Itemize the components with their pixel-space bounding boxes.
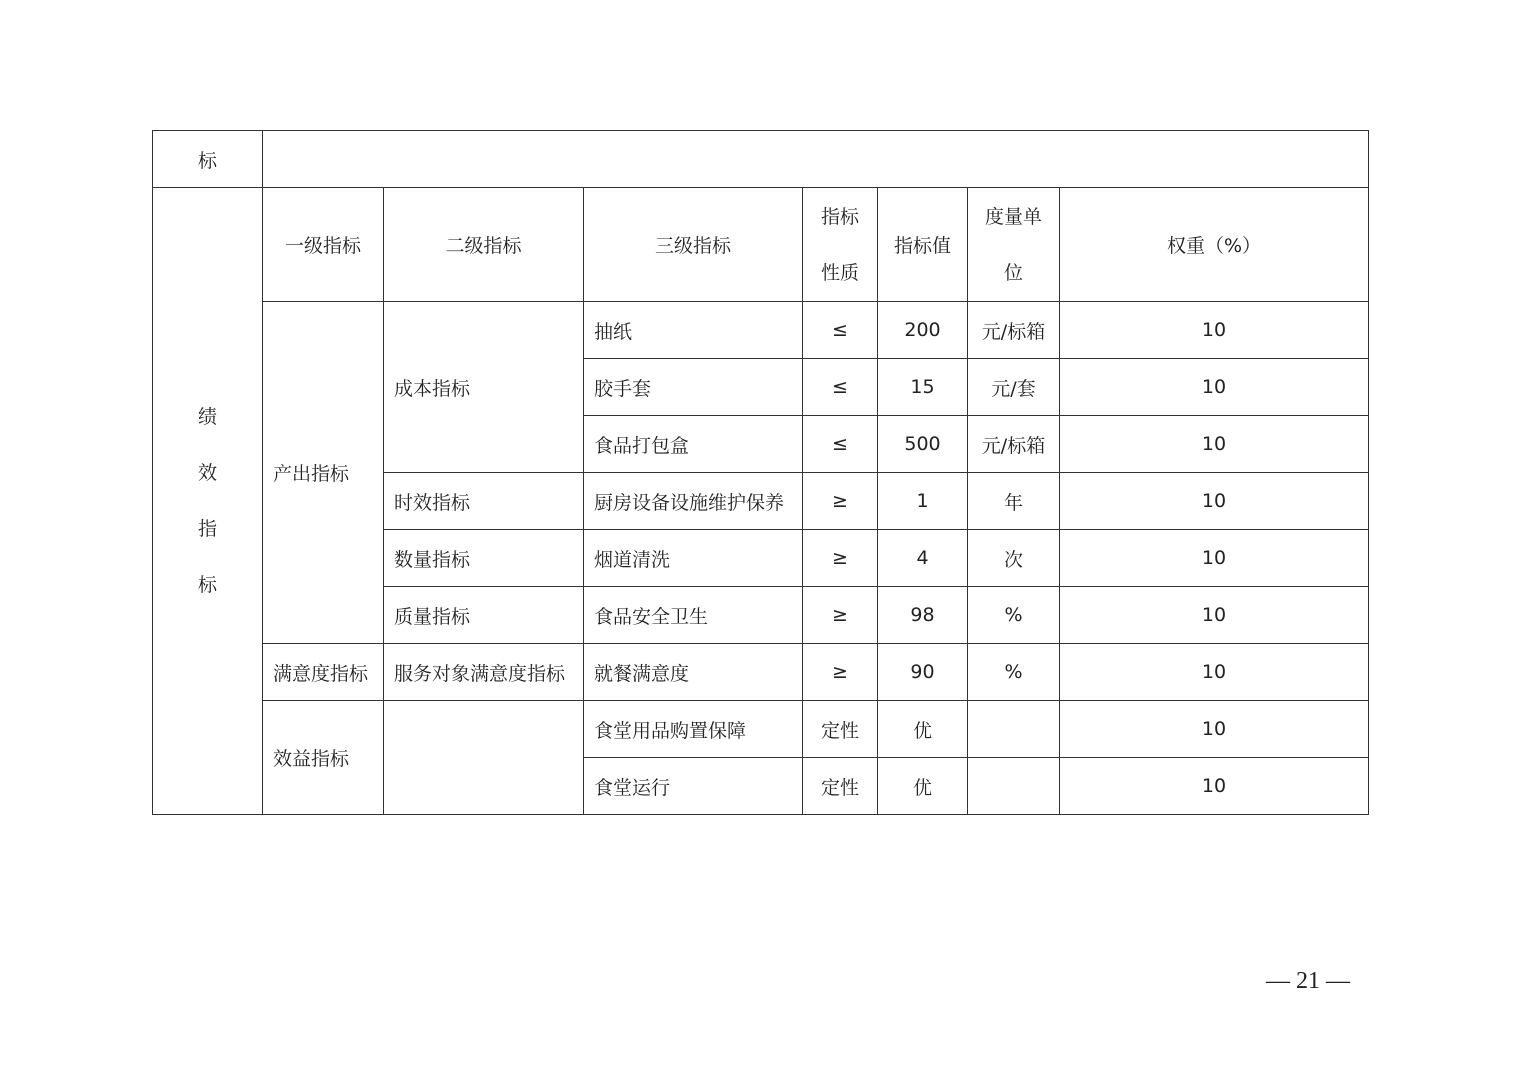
value-cell: 优 — [878, 758, 968, 815]
table-row — [153, 302, 1369, 359]
item-cell: 食堂运行 — [584, 758, 803, 815]
value-cell: 98 — [878, 587, 968, 644]
unit-cell: % — [968, 587, 1060, 644]
page-number: — 21 — — [1266, 968, 1350, 994]
item-cell: 食品打包盒 — [584, 416, 803, 473]
nature-cell: ≥ — [803, 530, 878, 587]
weight-cell: 10 — [1060, 302, 1369, 359]
subgroup-benefit-empty — [384, 701, 584, 815]
header-level3: 三级指标 — [584, 188, 803, 302]
unit-cell: 元/标箱 — [968, 302, 1060, 359]
nature-cell: 定性 — [803, 758, 878, 815]
side-label-char: 效 — [197, 462, 217, 484]
unit-cell: 元/标箱 — [968, 416, 1060, 473]
weight-cell: 10 — [1060, 530, 1369, 587]
header-level1: 一级指标 — [263, 188, 384, 302]
subgroup-timeliness: 时效指标 — [384, 473, 584, 530]
unit-cell: % — [968, 644, 1060, 701]
performance-indicator-table — [152, 130, 1369, 815]
header-unit — [968, 188, 1060, 302]
value-cell: 90 — [878, 644, 968, 701]
value-cell: 500 — [878, 416, 968, 473]
weight-cell: 10 — [1060, 758, 1369, 815]
header-value: 指标值 — [878, 188, 968, 302]
table-row — [153, 131, 1369, 188]
side-label-char: 绩 — [197, 406, 217, 428]
weight-cell: 10 — [1060, 644, 1369, 701]
item-cell: 食堂用品购置保障 — [584, 701, 803, 758]
item-cell: 抽纸 — [584, 302, 803, 359]
weight-cell: 10 — [1060, 473, 1369, 530]
side-label-char: 指 — [197, 518, 217, 540]
item-cell: 就餐满意度 — [584, 644, 803, 701]
item-cell: 食品安全卫生 — [584, 587, 803, 644]
item-cell: 胶手套 — [584, 359, 803, 416]
group-benefit: 效益指标 — [263, 701, 384, 815]
top-row-content — [263, 131, 1369, 188]
nature-cell: ≤ — [803, 359, 878, 416]
unit-cell: 元/套 — [968, 359, 1060, 416]
header-nature-line1: 指标 — [820, 205, 859, 228]
side-label-char: 标 — [197, 574, 217, 596]
unit-cell: 年 — [968, 473, 1060, 530]
subgroup-cost: 成本指标 — [384, 302, 584, 473]
performance-indicator-label — [153, 188, 263, 815]
value-cell: 优 — [878, 701, 968, 758]
table-header-row — [153, 188, 1369, 302]
item-cell: 厨房设备设施维护保养 — [584, 473, 803, 530]
header-nature-line2: 性质 — [820, 261, 859, 284]
nature-cell: ≤ — [803, 302, 878, 359]
header-weight: 权重（%） — [1060, 188, 1369, 302]
weight-cell: 10 — [1060, 587, 1369, 644]
value-cell: 4 — [878, 530, 968, 587]
nature-cell: ≥ — [803, 473, 878, 530]
nature-cell: 定性 — [803, 701, 878, 758]
table-row — [153, 644, 1369, 701]
group-satisfaction: 满意度指标 — [263, 644, 384, 701]
header-unit-line1: 度量单 — [984, 205, 1042, 228]
nature-cell: ≥ — [803, 644, 878, 701]
value-cell: 15 — [878, 359, 968, 416]
subgroup-quality: 质量指标 — [384, 587, 584, 644]
nature-cell: ≥ — [803, 587, 878, 644]
weight-cell: 10 — [1060, 359, 1369, 416]
unit-cell — [968, 758, 1060, 815]
weight-cell: 10 — [1060, 701, 1369, 758]
unit-cell — [968, 701, 1060, 758]
value-cell: 1 — [878, 473, 968, 530]
weight-cell: 10 — [1060, 416, 1369, 473]
nature-cell: ≤ — [803, 416, 878, 473]
value-cell: 200 — [878, 302, 968, 359]
item-cell: 烟道清洗 — [584, 530, 803, 587]
top-row-label: 标 — [153, 131, 263, 188]
unit-cell: 次 — [968, 530, 1060, 587]
subgroup-quantity: 数量指标 — [384, 530, 584, 587]
header-nature — [803, 188, 878, 302]
group-output: 产出指标 — [263, 302, 384, 644]
header-unit-line2: 位 — [1003, 261, 1023, 284]
table-row — [153, 701, 1369, 758]
header-level2: 二级指标 — [384, 188, 584, 302]
subgroup-service: 服务对象满意度指标 — [384, 644, 584, 701]
